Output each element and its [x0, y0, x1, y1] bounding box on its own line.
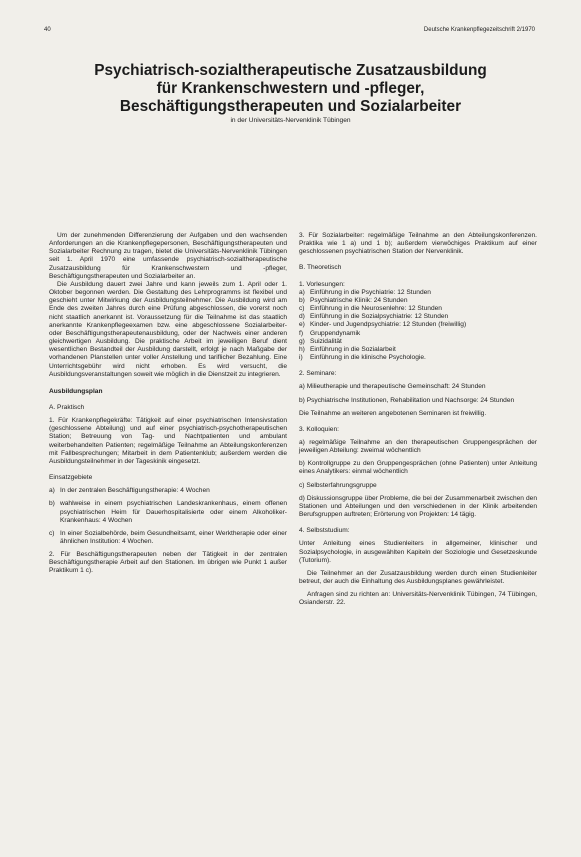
colloquium-c: c) Selbsterfahrungsgruppe [299, 481, 377, 489]
einsatz-heading: Einsatzgebiete [49, 474, 93, 482]
list-item-text: Einführung in die Neurosenlehre: 12 Stunden [310, 305, 442, 313]
practice-item-2: 2. Für Beschäftigungstherapeuten neben der Tätigkeit in der zentralen Beschäftigungstherapie Arbeit auf den Stationen. Im übrigen wie Punkt 1 außer Praktikum 1 c). [49, 551, 287, 575]
list-item [299, 313, 537, 321]
list-item-text: Kinder- und Jugendpsychiatrie: 12 Stunden (freiwillig) [310, 321, 467, 329]
list-item [49, 530, 287, 546]
list-item [299, 321, 537, 329]
section-b-heading: B. Theoretisch [299, 264, 342, 272]
title-line-3: Beschäftigungstherapeuten und Sozialarbeiter [119, 98, 462, 115]
list-item-label: g) [299, 337, 305, 345]
list-item-label: b) [49, 500, 55, 508]
list-item-text: Einführung in die Sozialarbeit [310, 345, 396, 353]
list-item [49, 487, 287, 495]
list-item [299, 338, 537, 346]
lectures-list [299, 289, 537, 362]
colloquia-heading: 3. Kolloquien: [299, 425, 339, 433]
list-item-text: In einer Sozialbehörde, beim Gesundheitsamt, einer Werktherapie oder einer ähnlichen Institution: 4 Wochen. [60, 529, 287, 545]
list-item-label: e) [299, 321, 305, 329]
selfstudy-text: Unter Anleitung eines Studienleiters in allgemeiner, klinischer und Sozialpsychologie, in ausgewählten Kapiteln der Soziologie und Gesetzeskunde (Tutorium). [299, 540, 537, 564]
colloquium-d: d) Diskussionsgruppe über Probleme, die bei der Zusammenarbeit zwischen den Stationen und Abteilungen und den verschiedenen in der Klinik arbeitenden Berufsgruppen auftreten; Erörterung von Projekten: 14 tägig. [299, 494, 537, 519]
list-item-text: In der zentralen Beschäftigungstherapie: 4 Wochen [60, 487, 210, 495]
list-item-text: Einführung in die klinische Psychologie. [310, 354, 426, 362]
section-a-heading: A. Praktisch [49, 403, 85, 411]
seminar-note: Die Teilnahme an weiteren angebotenen Seminaren ist freiwillig. [299, 409, 487, 417]
article-subtitle: in der Universitäts-Nervenklinik Tübingen [230, 117, 351, 124]
list-item-text: Gruppendynamik [310, 329, 361, 337]
list-item-label: d) [299, 313, 305, 321]
seminar-b: b) Psychiatrische Institutionen, Rehabilitation und Nachsorge: 24 Stunden [299, 396, 515, 404]
article-title [40, 62, 541, 116]
list-item [299, 354, 537, 362]
practice-item-3: 3. Für Sozialarbeiter: regelmäßige Teilnahme an den Abteilungskonferenzen. Praktika wie 1 a) und 1 b); außerdem vierwöchiges Praktikum auf einer geschlossenen psychiatrischen Station der Nervenklinik. [299, 232, 537, 256]
list-item [299, 297, 537, 305]
seminar-a: a) Milieutherapie und therapeutische Gemeinschaft: 24 Stunden [299, 383, 486, 391]
seminars-heading: 2. Seminare: [299, 370, 337, 378]
list-item [49, 500, 287, 524]
contact-text: Anfragen sind zu richten an: Universitäts-Nervenklinik Tübingen, 74 Tübingen, Osianderstr. 22. [299, 591, 537, 607]
page-number: 40 [44, 27, 51, 33]
list-item-label: h) [299, 345, 305, 353]
list-item [299, 305, 537, 313]
right-column [299, 232, 537, 607]
list-item-text: wahlweise in einem psychiatrischen Landeskrankenhaus, einem offenen psychiatrischen Heim für Dauerhospitalisierte oder einem Alkoholiker-Krankenhaus: 4 Wochen [60, 500, 287, 524]
colloquium-a: a) regelmäßige Teilnahme an den therapeutischen Gruppengesprächen der jeweiligen Abteilung: zweimal wöchentlich [299, 438, 537, 455]
practice-item-1: 1. Für Krankenpflegekräfte: Tätigkeit auf einer psychiatrischen Intensivstation (geschlossene Abteilung) und auf einer psychiatrisch-psychotherapeutischen Station; Betreuung von Tag- und Nachtpatienten und ambulant weiterbehandelten Patienten; regelmäßige Teilnahme an Abteilungskonferenzen mit Fallbesprechungen; Mitarbeit in dem Patientenklub; außerdem werden die Ausbildungsteilnehmer in der Tageskinik eingesetzt. [49, 417, 287, 465]
list-item [299, 330, 537, 338]
title-line-1: Psychiatrisch-sozialtherapeutische Zusatzausbildung [94, 62, 487, 79]
intro-paragraph-2: Die Ausbildung dauert zwei Jahre und kann jeweils zum 1. April oder 1. Oktober begonnen werden. Die Gestaltung des Lehrprogramms ist flexibel und geschieht unter Mitwirkung der Ausbildungsteilnehmer. Die Ausbildung wird am Ende des zweiten Jahres durch eine Prüfung abgeschlossen, die vorerst noch nicht staatlich anerkannt ist. Voraussetzung für die Teilnahme ist das staatlich anerkannte Krankenpflegeexamen bzw. eine abgeschlossene Sozialarbeiter- oder Beschäftigungstherapeutenausbildung, oder der Nachweis einer anderen gleichwertigen Ausbildung. Die praktische Arbeit im jeweiligen Beruf dient wesentlichen Bestandteil der Ausbildung darstellt, erfolgt je nach Maßgabe der vorhandenen Planstellen unter voller Anstellung und tariflicher Bezahlung. Eine Unterrichtsgebühr wird nicht erhoben. Es wird versucht, die Ausbildungsveranstaltungen soweit wie möglich in die Dienstzeit zu integrieren. [49, 280, 287, 378]
list-item-label: a) [299, 288, 305, 296]
list-item-label: c) [49, 529, 55, 537]
lectures-heading: 1. Vorlesungen: [299, 280, 345, 288]
einsatz-list [49, 487, 287, 546]
list-item-label: f) [299, 329, 304, 337]
plan-heading: Ausbildungsplan [49, 387, 103, 395]
list-item [299, 346, 537, 354]
intro-paragraph-1: Um der zunehmenden Differenzierung der Aufgaben und den wachsenden Anforderungen an die Krankenpflegepersonen, Beschäftigungstherapeuten und Sozialarbeiter Rechnung zu tragen, bietet die Universitäts-Nervenklinik Tübingen seit 1. April 1970 eine umfassende psychiatrisch-sozialtherapeutische Zusatzausbildung für Krankenschwestern und -pfleger, Beschäftigungstherapeuten und Sozialarbeiter an. [49, 232, 287, 280]
list-item-text: Psychiatrische Klinik: 24 Stunden [310, 296, 408, 304]
list-item-label: a) [49, 487, 55, 495]
selfstudy-heading: 4. Selbststudium: [299, 527, 350, 535]
journal-header: Deutsche Krankenpflegezeitschrift 2/1970 [423, 27, 535, 33]
left-column [49, 232, 287, 576]
colloquium-b: b) Kontrollgruppe zu den Gruppengesprächen (ohne Patienten) unter Anleitung eines Analytikers: einmal wöchentlich [299, 460, 537, 476]
list-item [299, 289, 537, 297]
tutor-text: Die Teilnehmer an der Zusatzausbildung werden durch einen Studienleiter betreut, der auch die Einhaltung des Ausbildungsplanes gewährleistet. [299, 569, 537, 585]
title-line-2: für Krankenschwestern und -pfleger, [156, 80, 425, 97]
list-item-text: Einführung in die Psychiatrie: 12 Stunden [310, 288, 431, 296]
list-item-label: i) [299, 354, 303, 362]
list-item-label: b) [299, 296, 305, 304]
list-item-text: Suizidalität [310, 337, 342, 345]
list-item-text: Einführung in die Sozialpsychiatrie: 12 Stunden [310, 313, 449, 321]
list-item-label: c) [299, 305, 305, 313]
